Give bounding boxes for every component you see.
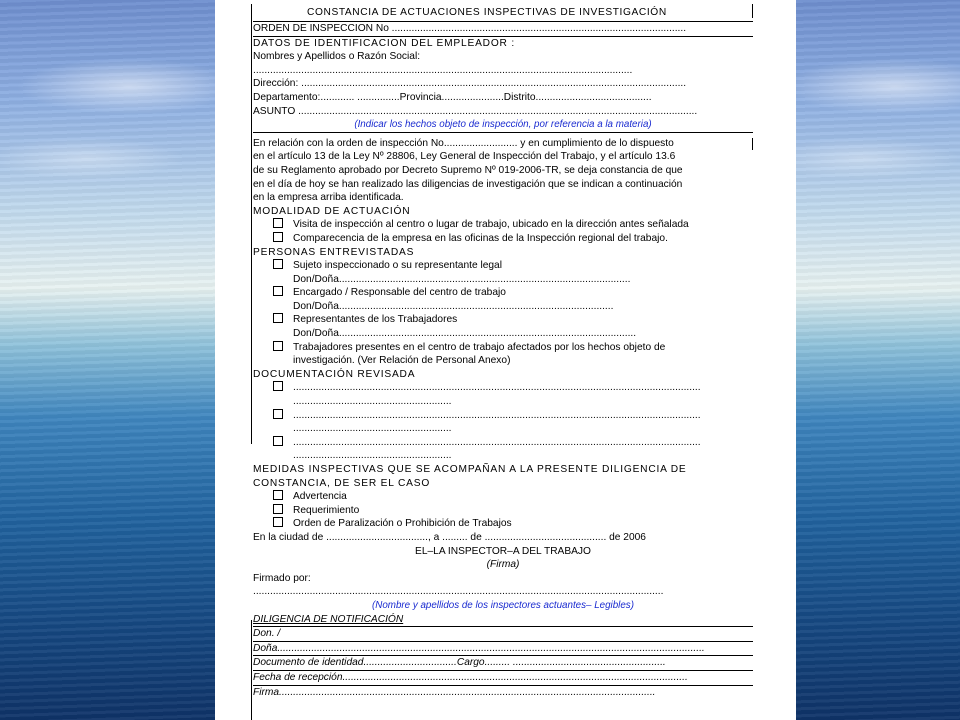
documentacion-item-1-cont: ........................................................ [293,396,452,408]
relacion-line-2: en el artículo 13 de la Ley Nº 28806, Ley General de Inspección del Trabajo, y el artículo 13.6 [253,151,676,163]
medidas-heading-1: MEDIDAS INSPECTIVAS QUE SE ACOMPAÑAN A LA PRESENTE DILIGENCIA DE [253,464,687,475]
persona-encargado-don: Don/Doña................................................................................................. [293,300,614,312]
modalidad-item-label: Comparecencia de la empresa en las oficinas de la Inspección regional del trabajo. [293,232,668,244]
persona-representantes-don: Don/Doña......................................................................................................... [293,328,637,340]
documentacion-item-1 [253,381,753,395]
inspector-label: EL–LA INSPECTOR–A DEL TRABAJO [415,545,591,557]
persona-sujeto [253,259,753,273]
personas-heading: PERSONAS ENTREVISTADAS [253,246,415,258]
persona-representantes [253,313,753,327]
checkbox-comparecencia[interactable] [273,232,283,242]
firma-label: (Firma) [486,559,520,571]
sea-background-left [0,0,215,720]
medidas-heading-2: CONSTANCIA, DE SER EL CASO [253,477,431,489]
documentacion-item-2-cont: ........................................................ [293,423,452,435]
notificacion-fecha: Fecha de recepción.......................................................................................................................... [253,670,753,685]
checkbox-paralizacion[interactable] [273,517,283,527]
modalidad-item-label: Visita de inspección al centro o lugar de trabajo, ubicado en la dirección antes señalada [293,219,689,231]
form-border-left-2 [251,620,252,720]
persona-encargado [253,286,753,300]
persona-trabajadores [253,341,753,355]
firmado-dots: ................................................................................................................................................. [253,586,664,598]
orden-inspeccion-line: ORDEN DE INSPECCION No ........................................................................................................ [253,21,753,36]
checkbox-advertencia[interactable] [273,490,283,500]
form-border-left [251,4,252,444]
documentacion-heading: DOCUMENTACIÓN REVISADA [253,368,416,380]
persona-label: Sujeto inspeccionado o su representante legal [293,260,502,272]
notificacion-don: Don. / [253,626,753,641]
modalidad-item-comparecencia [253,232,753,246]
ciudad-line: En la ciudad de ...................................., a ......... de ........................................... de 2006 [253,531,646,543]
datos-empleador-heading: DATOS DE IDENTIFICACION DEL EMPLEADOR : [253,36,753,51]
direccion-line: Dirección: ........................................................................................................................................ [253,78,687,90]
document-sheet [215,0,796,720]
checkbox-documentacion-3[interactable] [273,436,283,446]
nombres-dots: ...................................................................................................................................... [253,64,633,76]
modalidad-heading: MODALIDAD DE ACTUACIÓN [253,205,411,217]
documentacion-dots: ................................................................................................................................................ [293,436,701,448]
persona-sujeto-don: Don/Doña....................................................................................................... [293,273,631,285]
notificacion-heading: DILIGENCIA DE NOTIFICACIÓN [253,613,404,625]
notificacion-dona: Doña....................................................................................................................................................... [253,641,753,656]
medida-paralizacion [253,517,753,531]
persona-trabajadores-extra: investigación. (Ver Relación de Personal Anexo) [293,355,511,367]
checkbox-sujeto[interactable] [273,259,283,269]
medida-label: Requerimiento [293,504,360,516]
checkbox-representantes[interactable] [273,313,283,323]
checkbox-documentacion-2[interactable] [273,409,283,419]
nombres-label: Nombres y Apellidos o Razón Social: [253,51,421,63]
medida-label: Orden de Paralización o Prohibición de Trabajos [293,518,512,530]
documentacion-dots: ................................................................................................................................................ [293,409,701,421]
nombres-inspectores-note: (Nombre y apellidos de los inspectores actuantes– Legibles) [372,599,634,611]
relacion-line-3: de su Reglamento aprobado por Decreto Supremo Nº 019-2006-TR, se deja constancia de que [253,164,683,176]
relacion-line-4: en el día de hoy se han realizado las diligencias de investigación que se indican a continuación [253,178,683,190]
persona-label: Trabajadores presentes en el centro de trabajo afectados por los hechos objeto de [293,341,666,353]
departamento-line: Departamento:............ ...............Provincia......................Distrito......................................... [253,91,652,103]
documentacion-dots: ................................................................................................................................................ [293,382,701,394]
modalidad-item-visita [253,218,753,232]
asunto-line: ASUNTO ............................................................................................................................................. [253,105,698,117]
relacion-line-1: En relación con la orden de inspección No.......................... y en cumplimiento de lo dispuesto [253,137,674,149]
form-document [253,4,753,699]
notificacion-documento: Documento de identidad.................................Cargo......... ...................................................... [253,655,753,670]
persona-label: Representantes de los Trabajadores [293,314,458,326]
firmado-por-label: Firmado por: [253,572,311,584]
persona-label: Encargado / Responsable del centro de trabajo [293,287,506,299]
relacion-line-5: en la empresa arriba identificada. [253,192,404,204]
notificacion-firma: Firma..................................................................................................................................... [253,685,753,700]
medida-label: Advertencia [293,491,347,503]
medida-requerimiento [253,504,753,518]
checkbox-encargado[interactable] [273,286,283,296]
checkbox-requerimiento[interactable] [273,504,283,514]
documentacion-item-3 [253,436,753,450]
sea-background-right [796,0,960,720]
checkbox-visita[interactable] [273,218,283,228]
medida-advertencia [253,490,753,504]
checkbox-documentacion-1[interactable] [273,381,283,391]
documentacion-item-3-cont: ........................................................ [293,450,452,462]
document-title: CONSTANCIA DE ACTUACIONES INSPECTIVAS DE INVESTIGACIÓN [307,7,667,18]
asunto-note: (Indicar los hechos objeto de inspección, por referencia a la materia) [354,119,652,131]
checkbox-trabajadores[interactable] [273,341,283,351]
documentacion-item-2 [253,409,753,423]
